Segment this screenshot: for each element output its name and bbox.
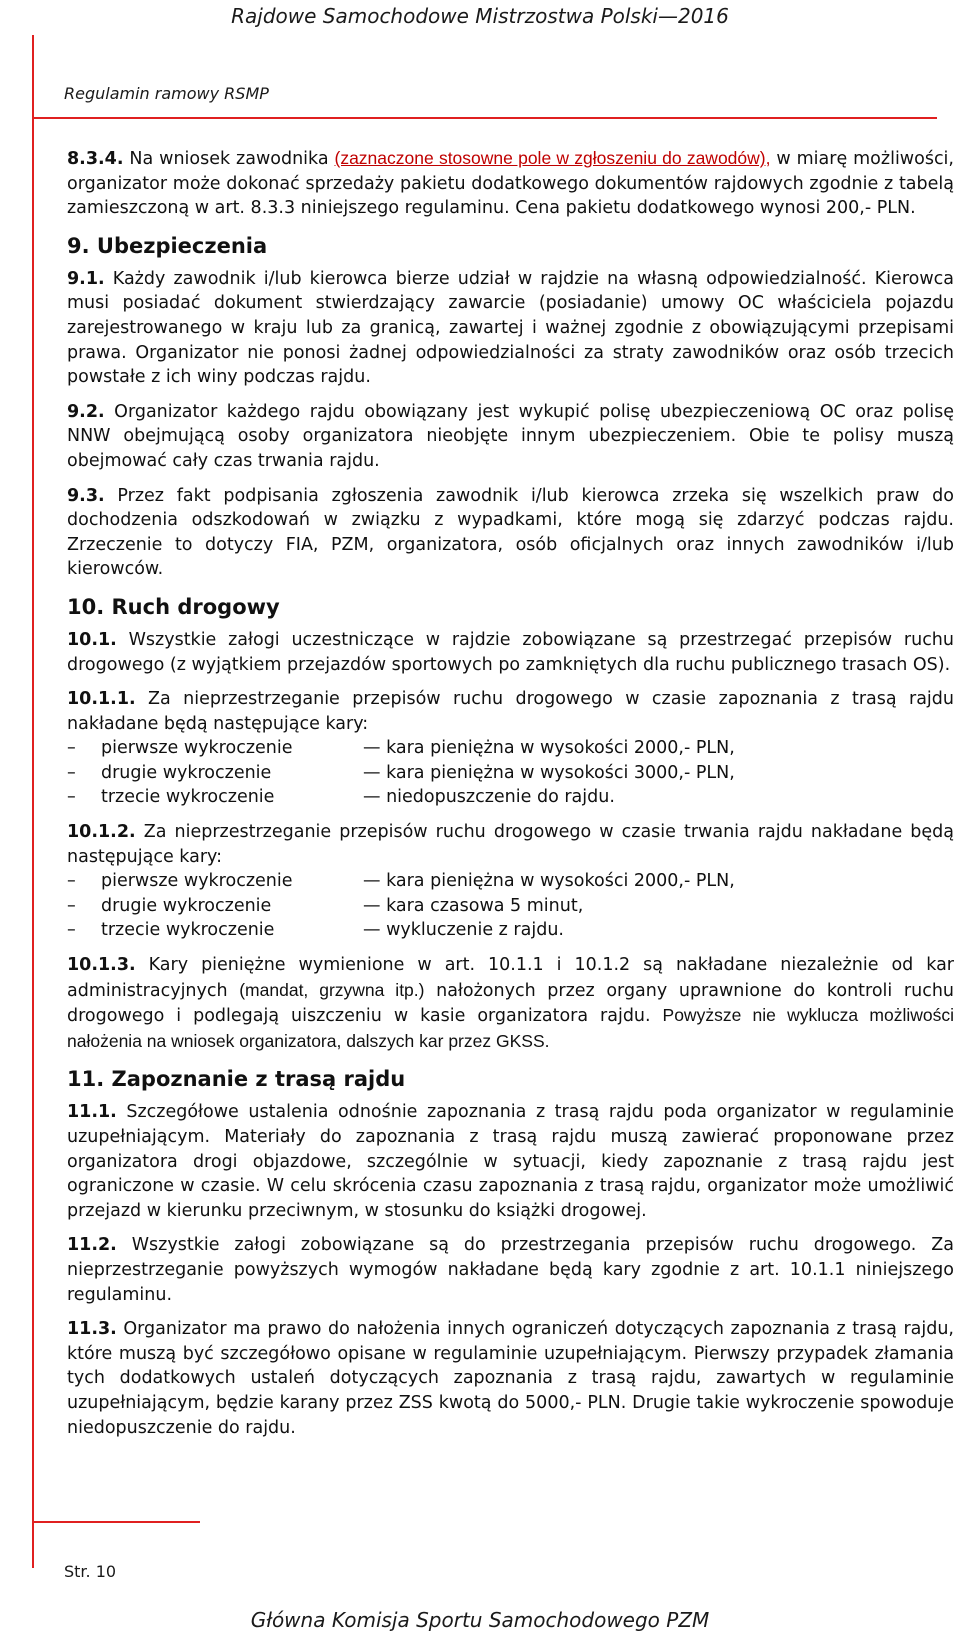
paragraph-number: 11.2.	[67, 1235, 117, 1256]
dash-bullet: –	[67, 895, 76, 916]
paragraph-text: Wszystkie załogi uczestniczące w rajdzie zobowiązane są przestrzegać przepisów ruchu drogowego (z wyjątkiem przejazdów sportowych po zamkniętych dla ruchu publicznego trasach OS).	[67, 629, 954, 675]
offence-label: pierwsze wykroczenie	[101, 871, 293, 892]
paragraph-number: 9.1.	[67, 268, 105, 289]
paragraph-10-1-3	[67, 953, 954, 1054]
paragraph-text: Organizator każdego rajdu obowiązany jest wykupić polisę ubezpieczeniową OC oraz polisę NNW obejmującą osoby organizatora nieobjęte innym ubezpieczeniem. Obie te polisy muszą obejmować cały czas trwania rajdu.	[67, 401, 954, 471]
list-item	[67, 785, 954, 810]
page-footer-title: Główna Komisja Sportu Samochodowego PZM	[250, 1608, 710, 1632]
paragraph-intro	[67, 820, 954, 869]
paragraph-text: Każdy zawodnik i/lub kierowca bierze udział w rajdzie na własną odpowiedzialność. Kierowca musi posiadać dokument stwierdzający zawarcie (posiadanie) umowy OC właściciela pojazdu zarejestrowanego w kraju lub za granicą, zawartej i ważnej zgodnie z obowiązującymi przepisami prawa. Organizator nie ponosi żadnej odpowiedzialności za straty zawodników oraz osób trzecich powstałe z ich winy podczas rajdu.	[67, 268, 954, 388]
paragraph-text: Wszystkie załogi zobowiązane są do przestrzegania przepisów ruchu drogowego. Za nieprzestrzeganie powyższych wymogów nakładane będą kary zgodnie z art. 10.1.1 niniejszego regulaminu.	[67, 1235, 954, 1305]
penalty-label: — wykluczenie z rajdu.	[363, 920, 564, 941]
header-rule	[32, 117, 937, 119]
list-item	[67, 894, 954, 919]
dash-bullet: –	[67, 762, 76, 783]
paragraph-text: Kary pieniężne wymienione w art. 10.1.1 i 10.1.2 są nakładane niezależnie od kar administracyjnych	[67, 955, 954, 1001]
penalty-label: — kara pieniężna w wysokości 3000,- PLN,	[363, 762, 735, 783]
paragraph-text-note: (mandat, grzywna itp.)	[239, 979, 425, 1000]
footer-rule	[32, 1521, 200, 1523]
section-heading-10: 10. Ruch drogowy	[67, 594, 280, 619]
document-subtitle: Regulamin ramowy RSMP	[64, 84, 269, 103]
list-item	[67, 736, 954, 761]
dash-bullet: –	[67, 920, 76, 941]
page-number: Str. 10	[64, 1562, 117, 1581]
dash-bullet: –	[67, 738, 76, 759]
paragraph-10-1	[67, 628, 954, 677]
paragraph-number: 10.1.2.	[67, 822, 136, 843]
penalty-label: — niedopuszczenie do rajdu.	[363, 787, 615, 808]
dash-bullet: –	[67, 871, 76, 892]
penalty-label: — kara czasowa 5 minut,	[363, 895, 584, 916]
offence-label: drugie wykroczenie	[101, 762, 272, 783]
list-item	[67, 918, 954, 943]
paragraph-text-addendum: Powyższe nie wyklucza możliwości nałożenia na wniosek organizatora, dalszych kar przez GKSS.	[67, 1005, 954, 1051]
penalty-list	[67, 736, 954, 810]
list-item	[67, 761, 954, 786]
paragraph-number: 10.1.	[67, 629, 117, 650]
left-margin-rule	[32, 35, 34, 1568]
paragraph-8-3-4	[67, 146, 954, 221]
section-heading-9: 9. Ubezpieczenia	[67, 233, 268, 258]
paragraph-number: 11.1.	[67, 1102, 117, 1123]
paragraph-9-2	[67, 400, 954, 474]
page-header-title: Rajdowe Samochodowe Mistrzostwa Polski—2016	[231, 4, 729, 28]
penalty-label: — kara pieniężna w wysokości 2000,- PLN,	[363, 871, 735, 892]
paragraph-text: Za nieprzestrzeganie przepisów ruchu drogowego w czasie zapoznania z trasą rajdu nakładane będą następujące kary:	[67, 689, 954, 734]
paragraph-intro	[67, 687, 954, 736]
paragraph-text: w miarę możliwości, organizator może dokonać sprzedaży pakietu dodatkowego dokumentów rajdowych zgodnie z tabelą zamieszczoną w art. 8.3.3 niniejszego regulaminu. Cena pakietu dodatkowego wynosi 200,- PLN.	[67, 149, 954, 219]
paragraph-10-1-1	[67, 687, 954, 810]
offence-label: trzecie wykroczenie	[101, 787, 275, 808]
paragraph-text: Przez fakt podpisania zgłoszenia zawodnik i/lub kierowca zrzeka się wszelkich praw do dochodzenia odszkodowań w związku z wypadkami, które mogą się zdarzyć podczas rajdu. Zrzeczenie to dotyczy FIA, PZM, organizatora, osób oficjalnych oraz innych zawodników i/lub kierowców.	[67, 485, 954, 580]
document-body	[67, 146, 954, 1450]
paragraph-text: Szczegółowe ustalenia odnośnie zapoznania z trasą rajdu poda organizator w regulaminie uzupełniającym. Materiały do zapoznania z trasą rajdu muszą zawierać proponowane przez organizatora drogi objazdowe, szczególnie w sytuacji, kiedy zapoznanie z trasą rajdu jest ograniczone w czasie. W celu skrócenia czasu zapoznania z trasą rajdu, organizator może umożliwić przejazd w kierunku przeciwnym, w stosunku do książki drogowej.	[67, 1102, 954, 1221]
paragraph-11-1	[67, 1100, 954, 1223]
paragraph-11-3	[67, 1317, 954, 1440]
dash-bullet: –	[67, 787, 76, 808]
paragraph-text: Za nieprzestrzeganie przepisów ruchu drogowego w czasie trwania rajdu nakładane będą następujące kary:	[67, 822, 954, 867]
paragraph-number: 10.1.3.	[67, 955, 136, 976]
penalty-label: — kara pieniężna w wysokości 2000,- PLN,	[363, 738, 735, 759]
form-reference-note: (zaznaczone stosowne pole w zgłoszeniu do zawodów),	[334, 148, 771, 168]
paragraph-number: 8.3.4.	[67, 149, 124, 169]
section-heading-11: 11. Zapoznanie z trasą rajdu	[67, 1067, 406, 1092]
paragraph-11-2	[67, 1233, 954, 1307]
offence-label: trzecie wykroczenie	[101, 920, 275, 941]
penalty-list	[67, 869, 954, 943]
paragraph-text: Na wniosek zawodnika	[123, 149, 335, 169]
paragraph-text: nałożonych przez organy uprawnione do kontroli ruchu drogowego i podlegają uiszczeniu w kasie organizatora rajdu.	[67, 980, 955, 1027]
paragraph-9-3	[67, 484, 954, 582]
paragraph-9-1	[67, 267, 954, 390]
paragraph-number: 9.3.	[67, 485, 105, 506]
paragraph-text: Organizator ma prawo do nałożenia innych ograniczeń dotyczących zapoznania z trasą rajdu, które muszą być szczegółowo opisane w regulaminie uzupełniającym. Pierwszy przypadek złamania tych dodatkowych ustaleń dotyczących zapoznania z trasą rajdu, zawartych w regulaminie uzupełniającym, będzie karany przez ZSS kwotą do 5000,- PLN. Drugie takie wykroczenie spowoduje niedopuszczenie do rajdu.	[67, 1319, 954, 1438]
paragraph-number: 11.3.	[67, 1319, 117, 1340]
offence-label: pierwsze wykroczenie	[101, 738, 293, 759]
list-item	[67, 869, 954, 894]
paragraph-number: 9.2.	[67, 401, 105, 422]
paragraph-10-1-2	[67, 820, 954, 943]
offence-label: drugie wykroczenie	[101, 895, 272, 916]
paragraph-number: 10.1.1.	[67, 689, 136, 710]
